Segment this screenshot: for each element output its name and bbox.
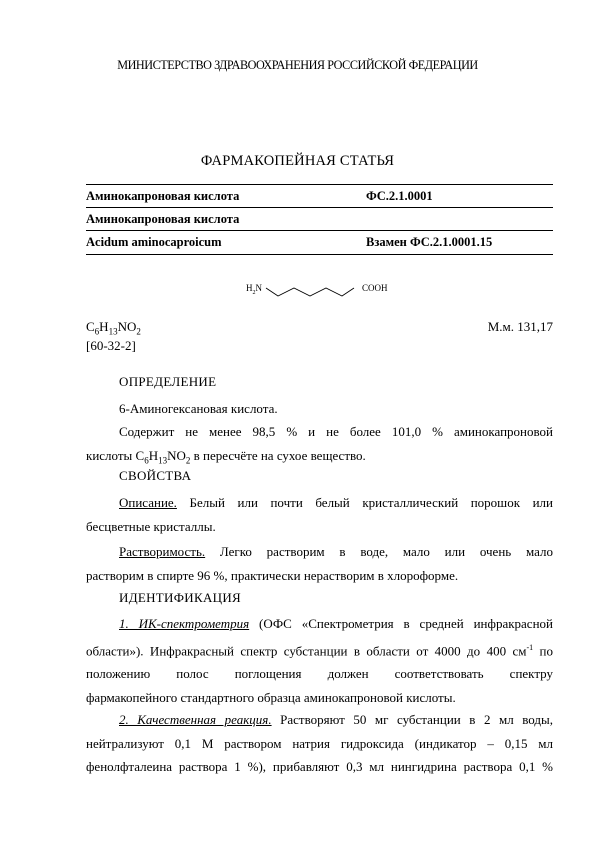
structural-formula xyxy=(240,278,410,306)
latin-name: Acidum aminocaproicum xyxy=(86,235,222,249)
substance-name-2: Аминокапроновая кислота xyxy=(86,212,240,226)
carbon-chain xyxy=(266,288,354,296)
header-rule-1 xyxy=(86,207,553,208)
ministry-heading: МИНИСТЕРСТВО ЗДРАВООХРАНЕНИЯ РОССИЙСКОЙ ФЕДЕРАЦИИ xyxy=(117,58,478,72)
qualitative-paragraph: 2. Качественная реакция. Растворяют 50 мг субстанции в 2 мл воды, нейтрализуют 0,1 М раствором натрия гидроксида (индикатор – 0,15 мл фенолфталеина раствора 1 %), прибавляют 0,3 мл нингидрина раствора 0,1 % xyxy=(86,712,554,774)
cas-number: [60-32-2] xyxy=(86,338,136,353)
header-rule-bottom xyxy=(86,254,553,255)
description-paragraph: Описание. Белый или почти белый кристаллический порошок или бесцветные кристаллы. xyxy=(86,495,553,534)
ir-paragraph: 1. ИК-спектрометрия (ОФС «Спектрометрия в средней инфракрасной области»). Инфракрасный спектр субстанции в области от 4000 до 400 $см^{-1}$ по положению полос поглощения должен соответствовать спектру фармакопейного стандартного образца аминокапроновой кислоты. xyxy=(86,616,553,705)
amine-group-label: $H_2N$ xyxy=(246,283,262,296)
replaces-code: Взамен ФС.2.1.0001.15 xyxy=(366,235,493,249)
header-rule-top xyxy=(86,184,553,185)
header-row-2 xyxy=(86,209,553,231)
molecular-formula: $C_6H_{13}NO_2$ xyxy=(86,319,141,337)
solubility-paragraph: Растворимость. Легко растворим в воде, мало или очень мало растворим в спирте 96 %, практически нерастворим в хлороформе. xyxy=(86,544,553,583)
document-title: ФАРМАКОПЕЙНАЯ СТАТЬЯ xyxy=(200,153,395,169)
header-row-3 xyxy=(86,232,553,254)
molecular-weight: М.м. 131,17 xyxy=(487,319,553,334)
substance-name: Аминокапроновая кислота xyxy=(86,189,240,203)
definition-heading: ОПРЕДЕЛЕНИЕ xyxy=(119,374,217,389)
header-rule-2 xyxy=(86,230,553,231)
content-paragraph: Содержит не менее 98,5 % и не более 101,0 % аминокапроновой кислоты $C_6H_{13}NO_2$ в пересчёте на сухое вещество. xyxy=(86,424,553,466)
carboxyl-group-label: COOH xyxy=(362,283,388,293)
properties-heading: СВОЙСТВА xyxy=(119,468,192,483)
identification-heading: ИДЕНТИФИКАЦИЯ xyxy=(119,590,241,605)
header-row-1 xyxy=(86,186,553,208)
article-code: ФС.2.1.0001 xyxy=(366,189,433,203)
definition-text: 6-Аминогексановая кислота. xyxy=(119,401,278,416)
